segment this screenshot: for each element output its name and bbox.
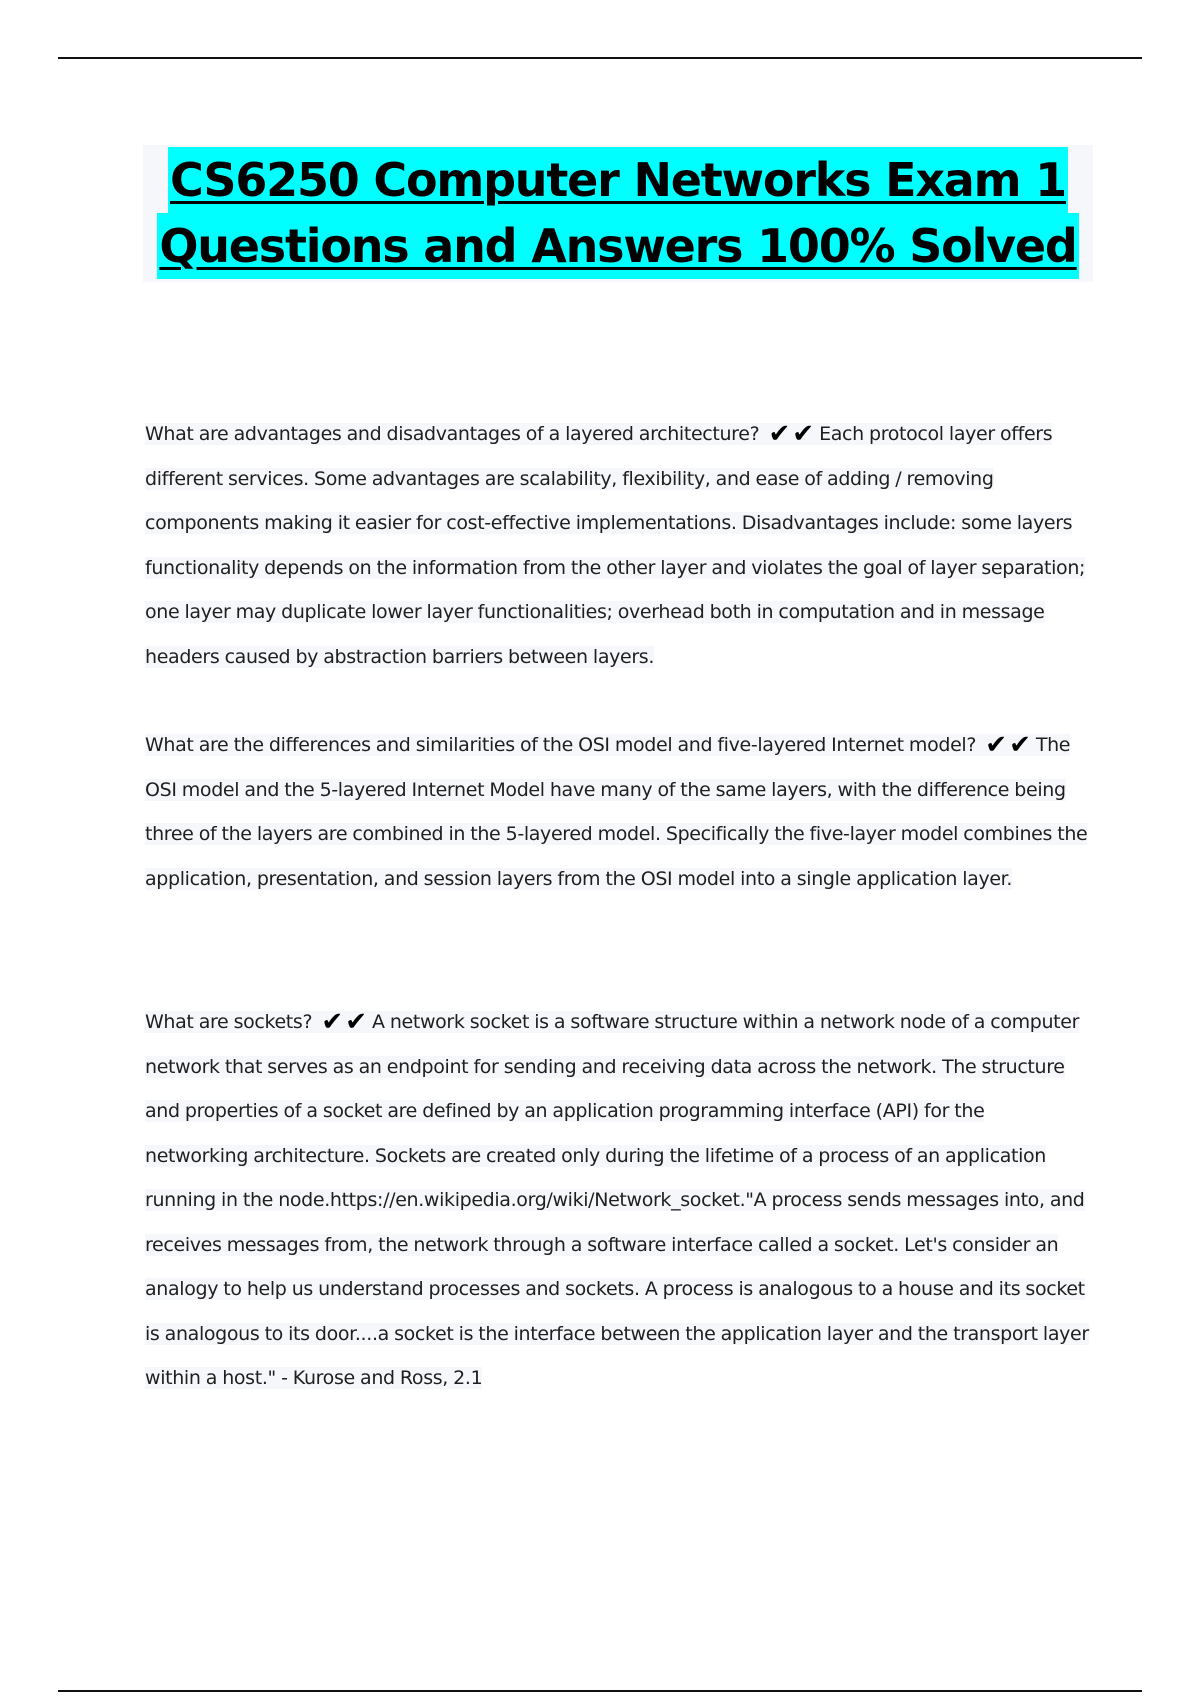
question-text: What are sockets? xyxy=(145,1011,313,1033)
double-check-icon: ✔✔ xyxy=(768,419,817,449)
qa-item-2 xyxy=(145,723,1089,901)
double-check-icon: ✔✔ xyxy=(321,1007,369,1037)
header-rule xyxy=(58,57,1142,59)
question-text: What are the differences and similarities of the OSI model and five-layered Internet model? xyxy=(145,734,977,756)
title-line-1: CS6250 Computer Networks Exam 1 xyxy=(168,147,1068,213)
footer-rule xyxy=(58,1690,1142,1692)
title-line-2: Questions and Answers 100% Solved xyxy=(157,213,1078,279)
qa-item-1 xyxy=(145,412,1089,679)
double-check-icon: ✔✔ xyxy=(985,730,1033,760)
question-text: What are advantages and disadvantages of a layered architecture? xyxy=(145,423,760,445)
qa-item-3 xyxy=(145,1000,1089,1401)
document-title xyxy=(143,145,1093,282)
answer-text: A network socket is a software structure within a network node of a computer network that serves as an endpoint for sending and receiving data across the network. The structure and properties of a socket are defined by an application programming interface (API) for the networking architecture. Sockets are created only during the lifetime of a process of an application running in the node.https://en.wikipedia.org/wiki/Network_socket."A process sends messages into, and receives messages from, the network through a software interface called a socket. Let's consider an analogy to help us understand processes and sockets. A process is analogous to a house and its socket is analogous to its door....a socket is the interface between the application layer and the transport layer within a host." - Kurose and Ross, 2.1 xyxy=(145,1011,1089,1389)
answer-text: Each protocol layer offers different services. Some advantages are scalability, flexibility, and ease of adding / removing components making it easier for cost-effective implementations. Disadvantages include: some layers functionality depends on the information from the other layer and violates the goal of layer separation; one layer may duplicate lower layer functionalities; overhead both in computation and in message headers caused by abstraction barriers between layers. xyxy=(145,423,1086,668)
answer-text: The OSI model and the 5-layered Internet Model have many of the same layers, with the difference being three of the layers are combined in the 5-layered model. Specifically the five-layer model combines the application, presentation, and session layers from the OSI model into a single application layer. xyxy=(145,734,1088,890)
